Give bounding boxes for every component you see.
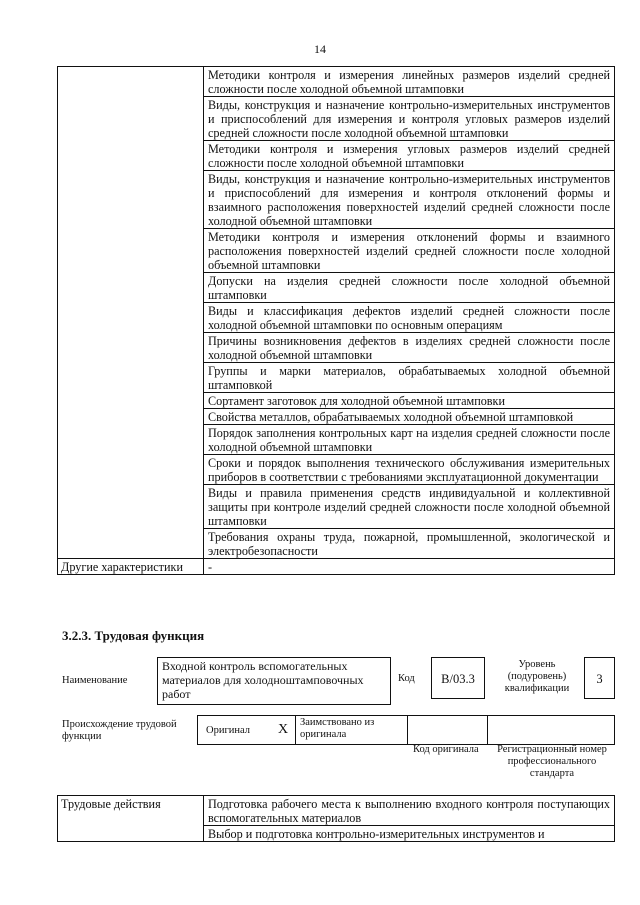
code-original-cell <box>407 715 488 745</box>
original-cell <box>197 715 296 745</box>
labor-actions-label: Трудовые действия <box>58 796 204 842</box>
knowledge-item: Сроки и порядок выполнения технического обслуживания измерительных приборов в соответствии с требованиями эксплуатационной документации <box>204 455 615 485</box>
level-label: Уровень (подуровень) квалификации <box>504 659 570 694</box>
knowledge-item: Требования охраны труда, пожарной, промышленной, экологической и электробезопасности <box>204 529 615 559</box>
knowledge-item: Допуски на изделия средней сложности после холодной объемной штамповки <box>204 273 615 303</box>
knowledge-item: Сортамент заготовок для холодной объемной штамповки <box>204 393 615 409</box>
knowledge-item: Методики контроля и измерения отклонений формы и взаимного расположения поверхностей изделий средней сложности после холодной объемной штамповки <box>204 229 615 273</box>
other-characteristics-value: - <box>204 559 615 575</box>
level-box: 3 <box>584 657 615 699</box>
knowledge-table <box>57 66 615 575</box>
borrowed-label: Заимствовано из оригинала <box>300 717 375 740</box>
labor-actions-table <box>57 795 615 842</box>
knowledge-item: Виды и правила применения средств индивидуальной и коллективной защиты при контроле изделий средней сложности после холодной объемной штамповки <box>204 485 615 529</box>
knowledge-item: Причины возникновения дефектов в изделиях средней сложности после холодной объемной штамповки <box>204 333 615 363</box>
labor-action-row <box>58 796 615 826</box>
labor-action-item: Подготовка рабочего места к выполнению входного контроля поступающих вспомогательных материалов <box>204 796 615 826</box>
labor-action-item: Выбор и подготовка контрольно-измерительных инструментов и <box>204 826 615 842</box>
reg-number-cell <box>487 715 615 745</box>
reg-number-label: Регистрационный номер профессионального стандарта <box>497 744 607 779</box>
knowledge-item: Группы и марки материалов, обрабатываемых холодной объемной штамповкой <box>204 363 615 393</box>
knowledge-row <box>58 67 615 97</box>
knowledge-item: Свойства металлов, обрабатываемых холодной объемной штамповкой <box>204 409 615 425</box>
knowledge-item: Методики контроля и измерения угловых размеров изделий средней сложности после холодной объемной штамповки <box>204 141 615 171</box>
page-number: 14 <box>314 42 326 56</box>
borrowed-cell <box>295 715 408 745</box>
other-characteristics-label: Другие характеристики <box>58 559 204 575</box>
knowledge-item: Порядок заполнения контрольных карт на изделия средней сложности после холодной объемной штамповки <box>204 425 615 455</box>
knowledge-item: Виды и классификация дефектов изделий средней сложности после холодной объемной штамповки по основным операциям <box>204 303 615 333</box>
code-label: Код <box>398 673 415 684</box>
knowledge-label-cell <box>58 67 204 559</box>
other-characteristics-row <box>58 559 615 575</box>
function-name-box: Входной контроль вспомогательных материалов для холодноштамповочных работ <box>157 657 391 705</box>
knowledge-item: Виды, конструкция и назначение контрольно-измерительных инструментов и приспособлений для измерения и контроля отклонений формы и взаимного расположения поверхностей изделий средней сложности после холодной объемной штамповки <box>204 171 615 229</box>
code-original-label: Код оригинала <box>413 744 479 755</box>
original-label: Оригинал <box>206 725 250 736</box>
name-label: Наименование <box>62 675 128 686</box>
section-title: 3.2.3. Трудовая функция <box>62 628 205 643</box>
original-mark: X <box>278 722 289 737</box>
knowledge-item: Методики контроля и измерения линейных размеров изделий средней сложности после холодной объемной штамповки <box>204 67 615 97</box>
knowledge-item: Виды, конструкция и назначение контрольно-измерительных инструментов и приспособлений для измерения и контроля угловых размеров изделий средней сложности после холодной объемной штамповки <box>204 97 615 141</box>
origin-label: Происхождение трудовой функции <box>62 719 177 742</box>
page-bottom <box>0 862 640 905</box>
function-code-box: В/03.3 <box>431 657 485 699</box>
